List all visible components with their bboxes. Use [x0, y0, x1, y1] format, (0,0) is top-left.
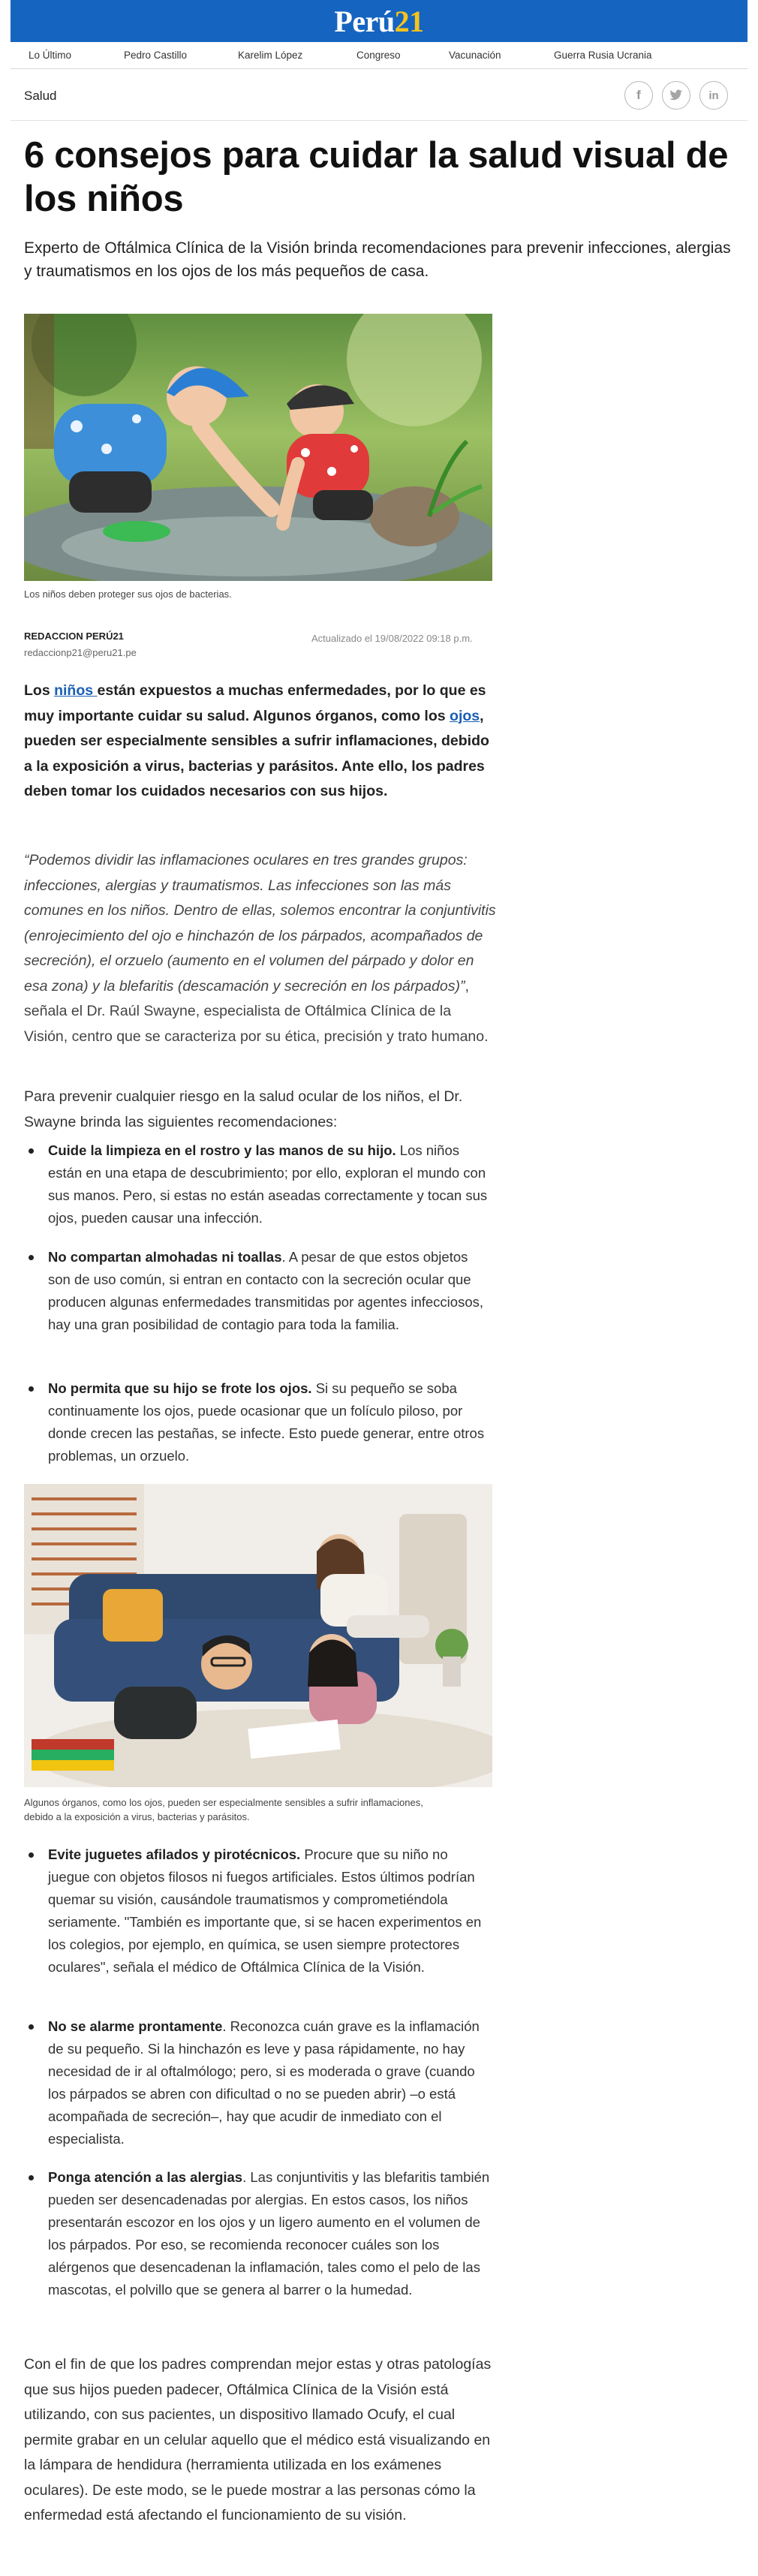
author-name[interactable]: REDACCION PERÚ21	[24, 630, 124, 642]
section-label[interactable]: Salud	[24, 89, 57, 103]
nav-item-congreso[interactable]: Congreso	[356, 50, 401, 61]
article-image-family	[24, 1484, 492, 1787]
image-caption: Algunos órganos, como los ojos, pueden ser especialmente sensibles a sufrir inflamaciones, debido a la exposición a virus, bacterias y parásitos.	[24, 1797, 423, 1822]
nav-item-karelim-lopez[interactable]: Karelim López	[238, 50, 303, 61]
nav-item-vacunacion[interactable]: Vacunación	[449, 50, 501, 61]
image-caption: Los niños deben proteger sus ojos de bacterias.	[24, 588, 232, 600]
updated-timestamp: Actualizado el 19/08/2022 09:18 p.m.	[311, 633, 473, 644]
article-lead: Experto de Oftálmica Clínica de la Visión brinda recomendaciones para prevenir infecciones, alergias y traumatismos en los ojos de los más pequeños de casa.	[24, 239, 731, 280]
author-email[interactable]: redaccionp21@peru21.pe	[24, 647, 137, 658]
link-ojos[interactable]: ojos	[450, 707, 480, 724]
list-item: No permita que su hijo se frote los ojos. Si su pequeño se soba continuamente los ojos, puede ocasionar que un folículo piloso, por donde crecen las pestañas, se infecte. Esto puede generar, entre otros problemas, un orzuelo.	[24, 1377, 493, 1467]
paragraph-final: Con el fin de que los padres comprendan mejor estas y otras patologías que sus hijos pueden padecer, Oftálmica Clínica de la Visión está utilizando, con sus pacientes, un dispositivo llamado Ocufy, el cual permite grabar en un celular aquello que el médico está visualizando en la lámpara de hendidura (herramienta utilizada en los exámenes oculares). De este modo, se le puede mostrar a las personas cómo la enfermedad está afectando el funcionamiento de su visión.	[24, 2356, 492, 2523]
page-title: 6 consejos para cuidar la salud visual de los niños	[24, 135, 729, 219]
site-header	[11, 0, 747, 42]
facebook-icon[interactable]: f	[624, 81, 653, 110]
quote-paragraph: “Podemos dividir las inflamaciones oculares en tres grandes grupos: infecciones, alergias y traumatismos. Las infecciones son las más comunes en los niños. Dentro de ellas, solemos encontrar la conjuntivitis (enrojecimiento del ojo e hinchazón de los párpados, acompañados de secreción), el orzuelo (aumento en el volumen del párpado y dolor en esa zona) y la blefaritis (descamación y secreción en los párpados)”, señala el Dr. Raúl Swayne, especialista de Oftálmica Clínica de la Visión, centro que se caracteriza por su ética, precisión y trato humano.	[24, 852, 496, 1045]
twitter-icon[interactable]	[662, 81, 690, 110]
section-bar	[24, 81, 737, 113]
list-item: No se alarme prontamente. Reconozca cuán grave es la inflamación de su pequeño. Si la hinchazón es leve y pasa rápidamente, no hay necesidad de ir al oftalmólogo; pero, si es moderada o grave (cuando los párpados se abren con dificultad o no se pueden abrir) –o está acompañada de secreción–, hay que acudir de inmediato con el especialista.	[24, 2015, 493, 2150]
paragraph-prevention: Para prevenir cualquier riesgo en la salud ocular de los niños, el Dr. Swayne brinda las siguientes recomendaciones:	[24, 1088, 463, 1130]
list-item: Cuide la limpieza en el rostro y las manos de su hijo. Los niños están en una etapa de descubrimiento; por ello, exploran el mundo con sus manos. Pero, si estas no están aseadas correctamente y tocan sus ojos, pueden causar una infección.	[24, 1139, 493, 1229]
main-nav	[11, 42, 747, 69]
nav-item-pedro-castillo[interactable]: Pedro Castillo	[124, 50, 188, 61]
list-item: Ponga atención a las alergias. Las conjuntivitis y las blefaritis también pueden ser desencadenadas por alergias. En estos casos, los niños presentarán escozor en los ojos y un ligero aumento en el volumen de los párpados. Por eso, se recomienda reconocer cuáles son los alérgenos que desencadenan la inflamación, tales como el pelo de las mascotas, el polvillo que se genera al barrer o la humedad.	[24, 2166, 493, 2301]
link-ninos[interactable]: niños	[54, 682, 98, 699]
nav-item-lo-ultimo[interactable]: Lo Último	[29, 50, 72, 61]
site-logo[interactable]: Perú21	[334, 4, 424, 38]
list-item: Evite juguetes afilados y pirotécnicos. Procure que su niño no juegue con objetos filosos ni fuegos artificiales. Estos últimos podrían quemar su visión, causándole traumatismos y comprometiéndola seriamente. "También es importante que, si se hacen experimentos en los colegios, por ejemplo, en química, se usen siempre protectores oculares", señala el médico de Oftálmica Clínica de la Visión.	[24, 1843, 493, 1979]
list-item: No compartan almohadas ni toallas. A pesar de que estos objetos son de uso común, si entran en contacto con la secreción ocular que producen algunas enfermedades transmitidas por agentes infecciosos, hay una gran posibilidad de contagio para toda la familia.	[24, 1246, 493, 1336]
nav-item-guerra-rusia-ucrania[interactable]: Guerra Rusia Ucrania	[554, 50, 652, 61]
divider	[11, 120, 747, 121]
article-image-kids-playing	[24, 314, 492, 581]
linkedin-icon[interactable]: in	[699, 81, 728, 110]
article-intro: Los niños están expuestos a muchas enfermedades, por lo que es muy importante cuidar su salud. Algunos órganos, como los ojos, pueden ser especialmente sensibles a sufrir inflamaciones, debido a la exposición a virus, bacterias y parásitos. Ante ello, los padres deben tomar los cuidados necesarios con sus hijos.	[24, 682, 489, 799]
